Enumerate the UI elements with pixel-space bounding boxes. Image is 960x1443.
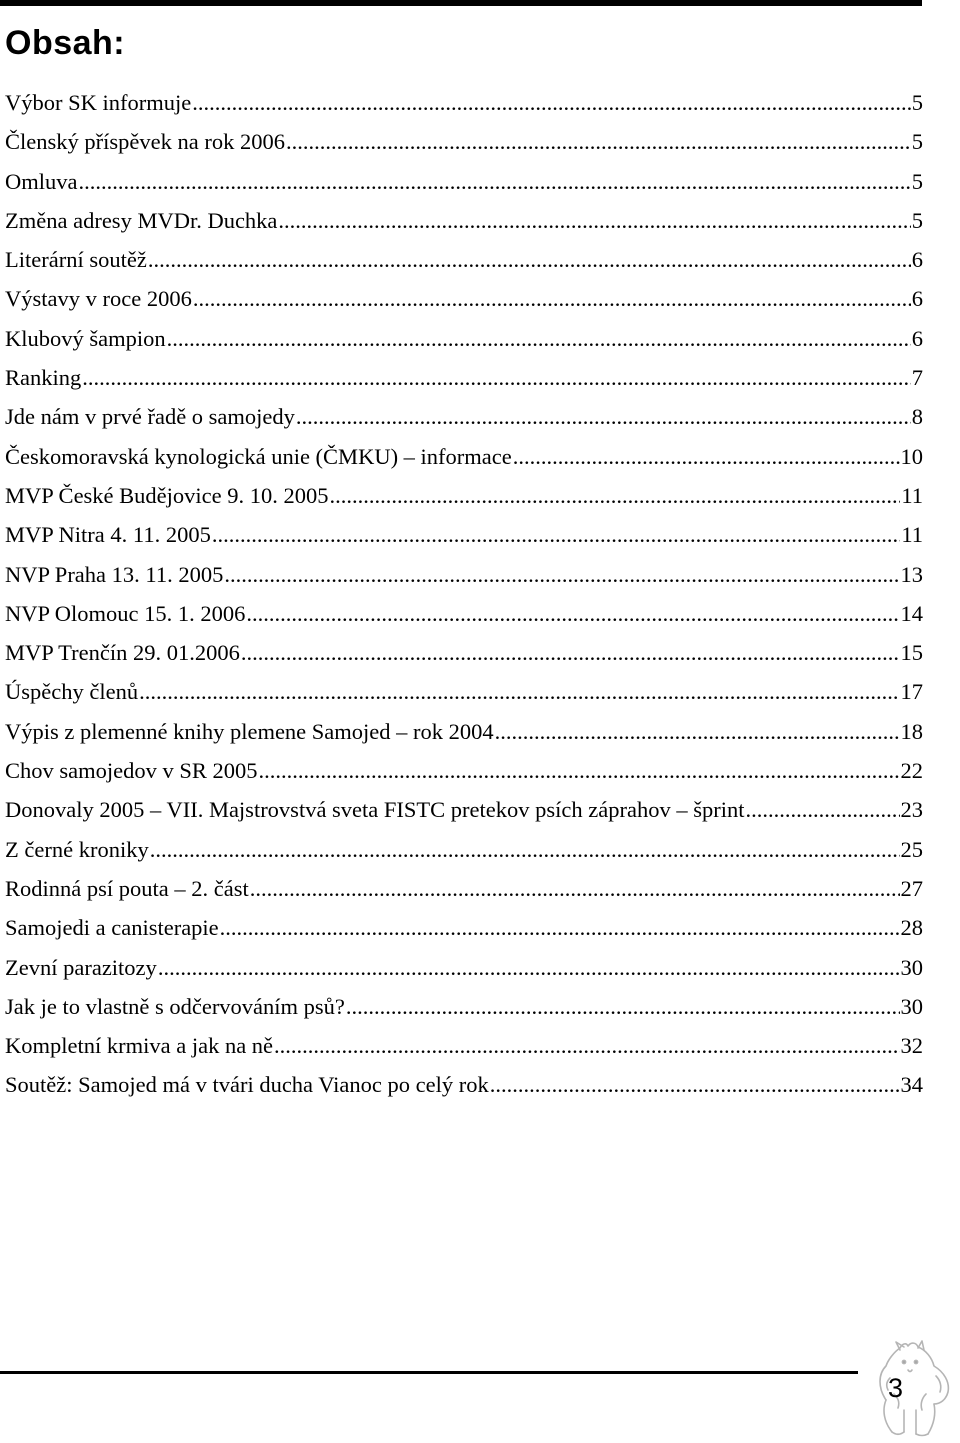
toc-entry-page: 17	[900, 679, 923, 705]
dot-leader	[192, 83, 911, 122]
dot-leader	[286, 122, 911, 161]
toc-entry-title: Jde nám v prvé řadě o samojedy	[5, 404, 295, 430]
toc-entry-title: Úspěchy členů	[5, 679, 139, 705]
toc-entry-page: 5	[911, 207, 923, 233]
toc-entry-title: Samojedi a canisterapie	[5, 915, 219, 941]
toc-entry[interactable]	[5, 1026, 923, 1065]
dot-leader	[148, 240, 911, 279]
toc-entry-title: Donovaly 2005 – VII. Majstrovstvá sveta FISTC pretekov psích záprahov – šprint	[5, 797, 745, 823]
toc-entry-page: 7	[911, 365, 923, 391]
dot-leader	[296, 397, 911, 436]
toc-entry-title: Zevní parazitozy	[5, 954, 157, 980]
toc-entry-page: 11	[901, 522, 923, 548]
dot-leader	[220, 908, 900, 947]
toc-entry-title: Z černé kroniky	[5, 836, 149, 862]
dot-leader	[495, 712, 900, 751]
toc-entry[interactable]	[5, 987, 923, 1026]
toc-entry-page: 13	[900, 561, 923, 587]
toc-entry[interactable]	[5, 712, 923, 751]
toc-entry[interactable]	[5, 122, 923, 161]
dot-leader	[167, 319, 911, 358]
dot-leader	[212, 515, 900, 554]
dot-leader	[745, 790, 899, 829]
toc-entry[interactable]	[5, 358, 923, 397]
toc-entry-title: Soutěž: Samojed má v tvári ducha Vianoc po celý rok	[5, 1072, 489, 1098]
toc-entry-title: NVP Olomouc 15. 1. 2006	[5, 600, 246, 626]
toc-entry-title: MVP Trenčín 29. 01.2006	[5, 640, 240, 666]
toc-entry[interactable]	[5, 633, 923, 672]
dot-leader	[241, 633, 900, 672]
toc-entry-page: 18	[900, 718, 923, 744]
toc-entry-page: 5	[911, 168, 923, 194]
toc-entry[interactable]	[5, 437, 923, 476]
toc-entry-page: 5	[911, 129, 923, 155]
dot-leader	[259, 751, 900, 790]
dot-leader	[330, 476, 901, 515]
dot-leader	[79, 162, 911, 201]
toc-entry-title: Kompletní krmiva a jak na ně	[5, 1033, 274, 1059]
dot-leader	[139, 672, 899, 711]
toc-entry-title: Výstavy v roce 2006	[5, 286, 192, 312]
toc-entry[interactable]	[5, 594, 923, 633]
toc-entry[interactable]	[5, 830, 923, 869]
toc-entry[interactable]	[5, 476, 923, 515]
toc-entry-title: MVP Nitra 4. 11. 2005	[5, 522, 211, 548]
toc-entry-page: 32	[900, 1033, 923, 1059]
toc-entry-title: Klubový šampion	[5, 325, 166, 351]
dot-leader	[193, 279, 911, 318]
footer-rule	[0, 1371, 858, 1374]
toc-entry-page: 8	[911, 404, 923, 430]
samoyed-dog-icon	[864, 1338, 956, 1438]
toc-entry-page: 34	[900, 1072, 923, 1098]
table-of-contents	[5, 83, 923, 1105]
toc-entry-page: 6	[911, 325, 923, 351]
dot-leader	[250, 869, 900, 908]
dot-leader	[278, 201, 910, 240]
dot-leader	[490, 1065, 900, 1104]
toc-entry[interactable]	[5, 555, 923, 594]
toc-entry[interactable]	[5, 240, 923, 279]
top-rule	[0, 0, 922, 6]
toc-entry-page: 30	[900, 954, 923, 980]
toc-entry[interactable]	[5, 319, 923, 358]
toc-entry[interactable]	[5, 751, 923, 790]
toc-entry-page: 30	[900, 993, 923, 1019]
toc-entry-page: 27	[900, 875, 923, 901]
toc-entry-page: 14	[900, 600, 923, 626]
dot-leader	[224, 555, 899, 594]
toc-entry-title: Literární soutěž	[5, 247, 147, 273]
toc-entry-title: Výpis z plemenné knihy plemene Samojed – rok 2004	[5, 718, 494, 744]
toc-entry[interactable]	[5, 790, 923, 829]
toc-entry-page: 11	[901, 482, 923, 508]
toc-entry-page: 6	[911, 286, 923, 312]
toc-entry[interactable]	[5, 948, 923, 987]
dot-leader	[513, 437, 900, 476]
toc-entry-page: 22	[900, 758, 923, 784]
toc-entry-title: MVP České Budějovice 9. 10. 2005	[5, 482, 329, 508]
dot-leader	[346, 987, 900, 1026]
toc-entry-title: Rodinná psí pouta – 2. část	[5, 875, 249, 901]
toc-entry[interactable]	[5, 201, 923, 240]
toc-entry-page: 10	[900, 443, 923, 469]
dot-leader	[158, 948, 900, 987]
toc-entry-title: Změna adresy MVDr. Duchka	[5, 207, 278, 233]
page-title: Obsah:	[5, 24, 126, 62]
dot-leader	[82, 358, 911, 397]
toc-entry[interactable]	[5, 908, 923, 947]
toc-entry-title: Výbor SK informuje	[5, 90, 192, 115]
toc-entry[interactable]	[5, 1065, 923, 1104]
toc-entry[interactable]	[5, 279, 923, 318]
toc-entry[interactable]	[5, 869, 923, 908]
toc-entry-title: Ranking	[5, 365, 82, 391]
toc-entry-page: 28	[900, 915, 923, 941]
toc-entry-title: Jak je to vlastně s odčervováním psů?	[5, 993, 345, 1019]
toc-entry-page: 25	[900, 836, 923, 862]
dot-leader	[150, 830, 900, 869]
toc-entry[interactable]	[5, 162, 923, 201]
toc-entry-page: 23	[900, 797, 923, 823]
toc-entry[interactable]	[5, 83, 923, 122]
toc-entry-title: Českomoravská kynologická unie (ČMKU) – informace	[5, 443, 512, 469]
toc-entry-page: 6	[911, 247, 923, 273]
toc-entry-title: Omluva	[5, 168, 78, 194]
toc-entry[interactable]	[5, 515, 923, 554]
dot-leader	[246, 594, 899, 633]
dot-leader	[274, 1026, 899, 1065]
toc-entry-title: NVP Praha 13. 11. 2005	[5, 561, 224, 587]
toc-entry-page: 15	[900, 640, 923, 666]
toc-entry-title: Chov samojedov v SR 2005	[5, 758, 258, 784]
page-number: 3	[888, 1373, 904, 1403]
toc-entry-page: 5	[911, 90, 923, 115]
toc-entry[interactable]	[5, 672, 923, 711]
toc-entry[interactable]	[5, 397, 923, 436]
toc-entry-title: Členský příspěvek na rok 2006	[5, 129, 285, 155]
